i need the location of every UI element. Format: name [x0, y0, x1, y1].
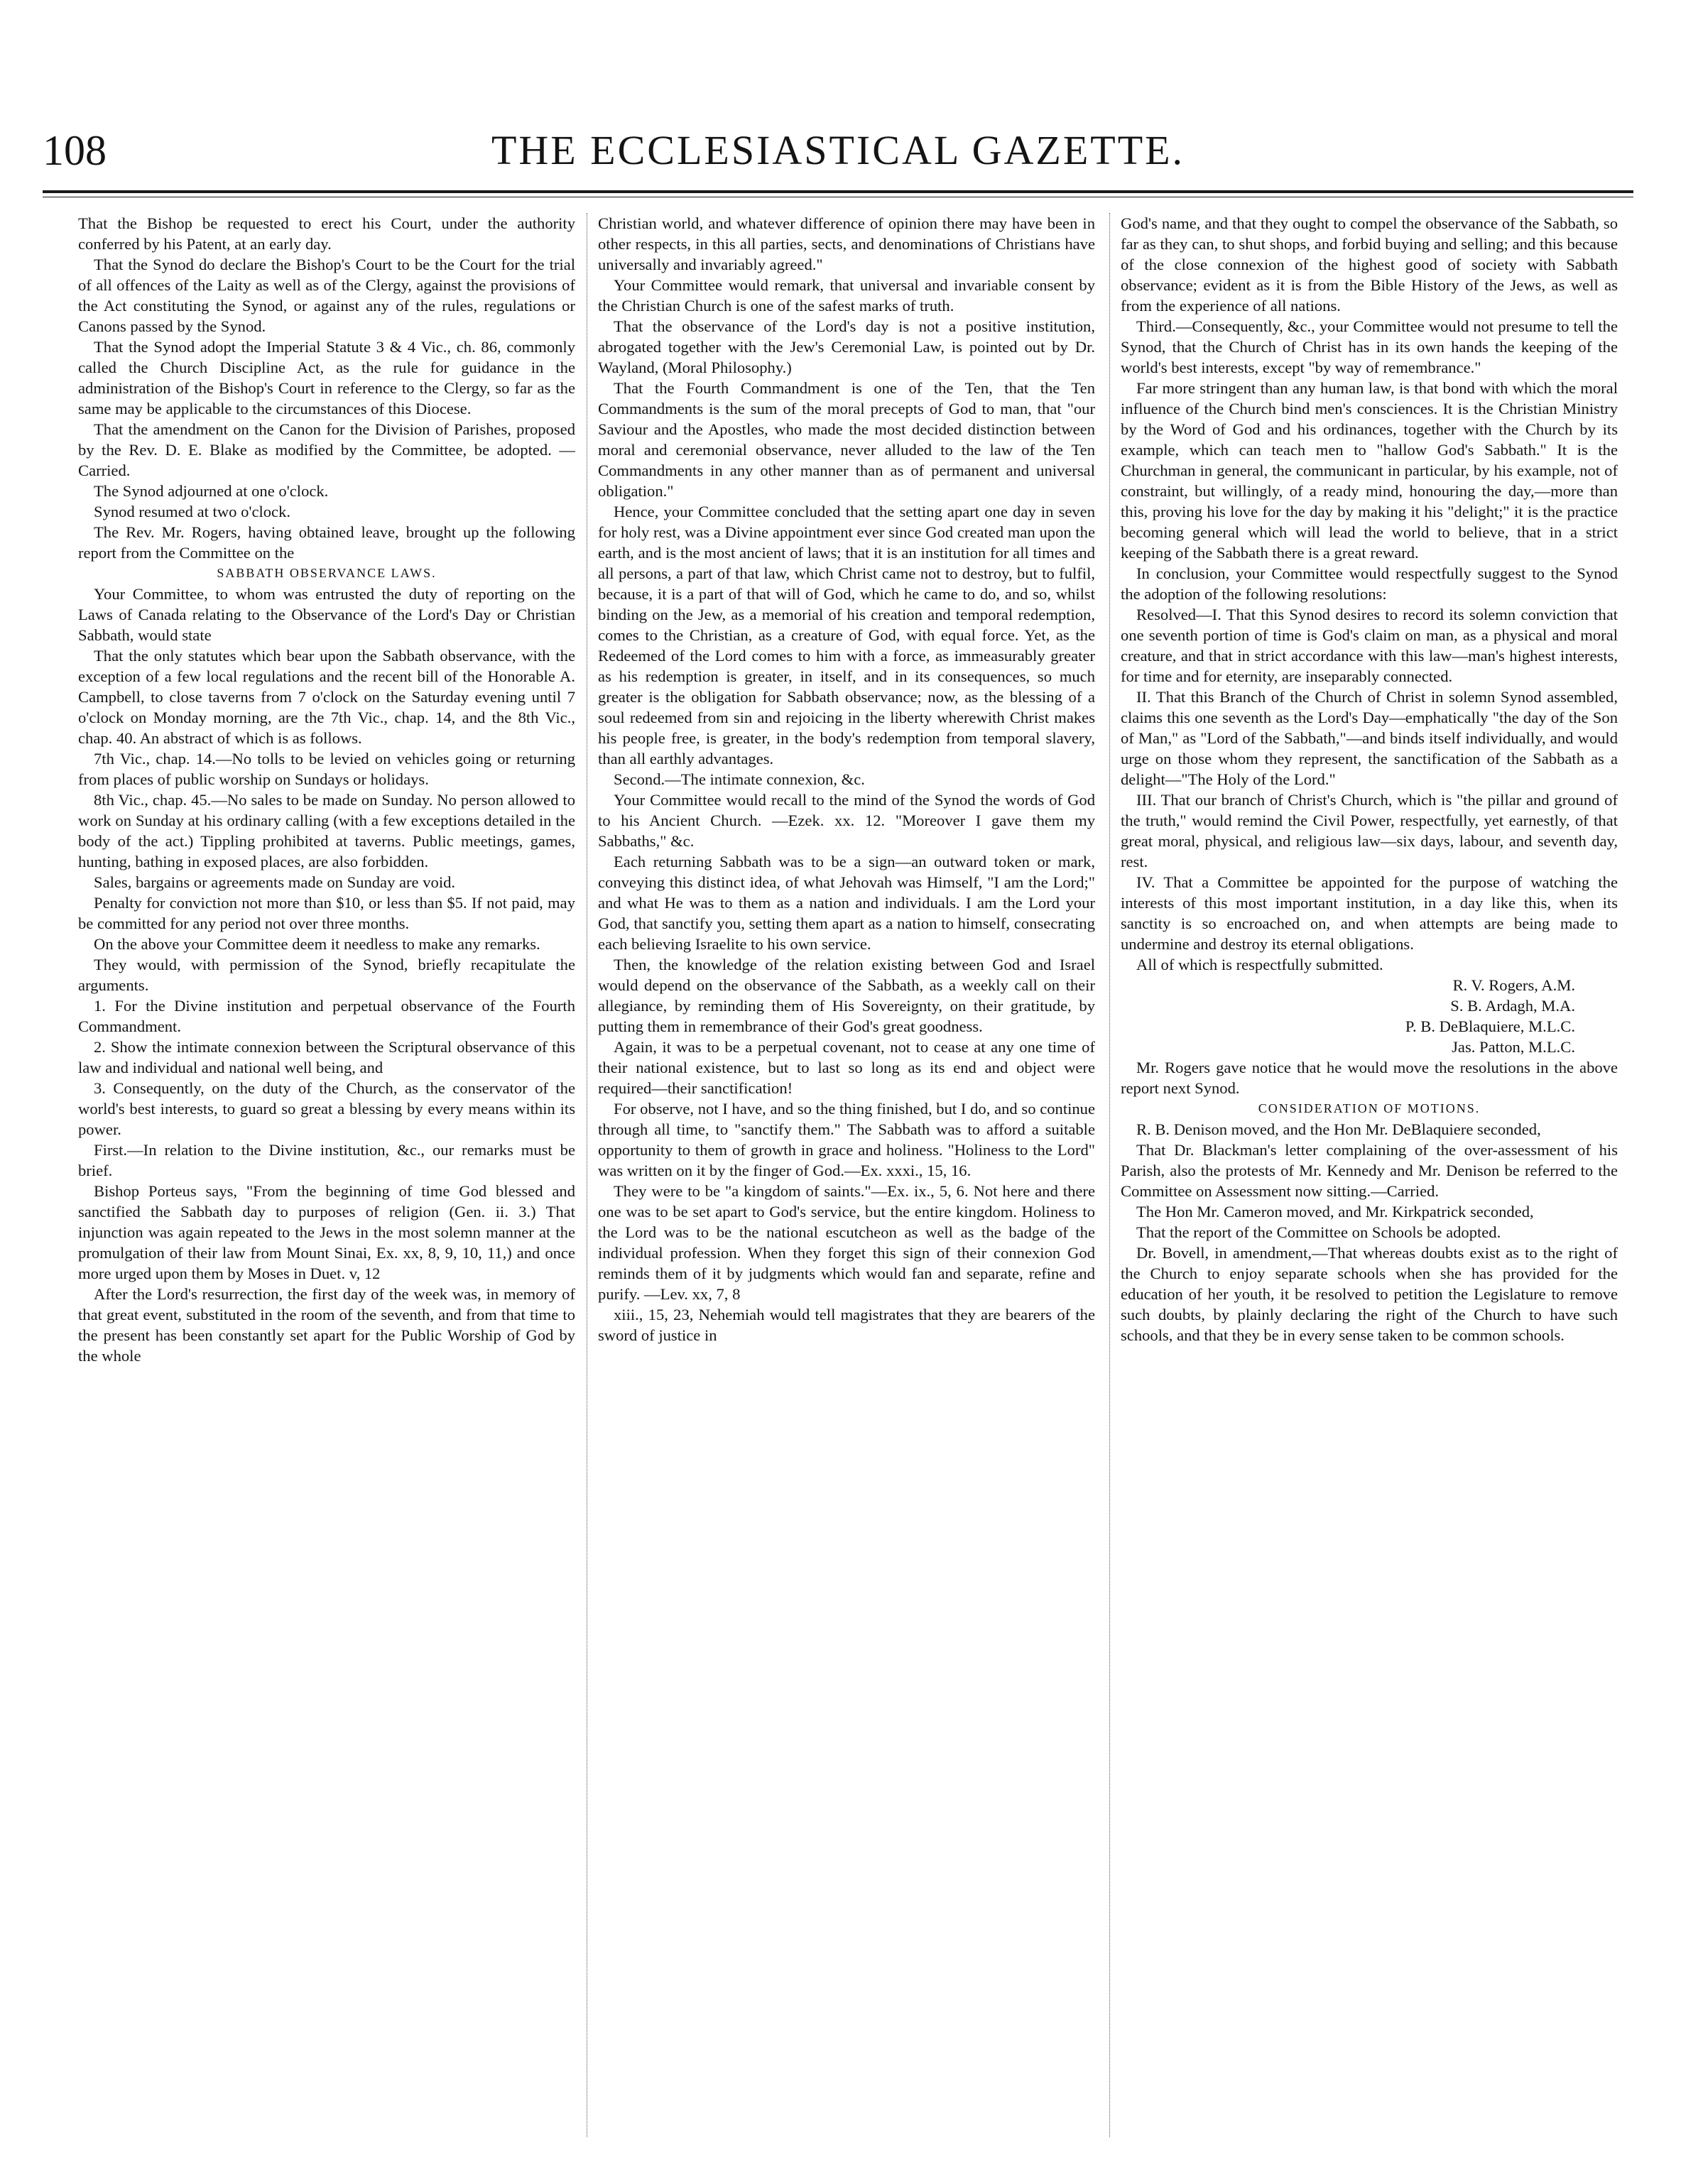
- page-number: 108: [43, 127, 107, 174]
- paragraph: 7th Vic., chap. 14.—No tolls to be levied on vehicles going or returning from places of public worship on Sundays or holidays.: [78, 750, 575, 788]
- paragraph: That the amendment on the Canon for the Division of Parishes, proposed by the Rev. D. E. Blake as modified by the Committee, be adopted. —Carried.: [78, 420, 575, 479]
- paragraph: Bishop Porteus says, "From the beginning of time God blessed and sanctified the Sabbath day to purposes of religion (Gen. ii. 3.) That injunction was again repeated to the Jews in the most solemn manner at the promulgation of their law from Mount Sinai, Ex. xx, 8, 9, 10, 11,) and once more urged upon them by Moses in Duet. v, 12: [78, 1182, 575, 1282]
- paragraph: That the report of the Committee on Schools be adopted.: [1136, 1223, 1501, 1241]
- paragraph: II. That this Branch of the Church of Christ in solemn Synod assembled, claims this one seventh as the Lord's Day—emphatically "the day of the Son of Man," as "Lord of the Sabbath,"—and binds itself individually, and would urge on those whom they represent, the sanctification of the Sabbath as a delight—"The Holy of the Lord.": [1121, 688, 1618, 788]
- paragraph: Mr. Rogers gave notice that he would move the resolutions in the above report next Synod.: [1121, 1059, 1618, 1097]
- paragraph: Each returning Sabbath was to be a sign—an outward token or mark, conveying this distinct idea, of what Jehovah was Himself, "I am the Lord;" and what He was to them as a nation and individuals. I am the Lord your God, that sanctify you, setting them apart as a nation to himself, consecrating each believing Israelite to his own service.: [598, 853, 1095, 953]
- paragraph: In conclusion, your Committee would respectfully suggest to the Synod the adoption of the following resolutions:: [1121, 564, 1618, 603]
- paragraph: That the Fourth Commandment is one of the Ten, that the Ten Commandments is the sum of the moral precepts of God to man, that "our Saviour and the Apostles, who made the most decided distinction between moral and ceremonial observance, never alluded to the law of the Ten Commandments in any other manner than as of permanent and universal obligation.": [598, 379, 1095, 500]
- section-heading: CONSIDERATION OF MOTIONS.: [1258, 1101, 1481, 1115]
- column-1: [78, 213, 575, 2137]
- paragraph: Penalty for conviction not more than $10, or less than $5. If not paid, may be committed for any period not over three months.: [78, 894, 575, 932]
- paragraph: IV. That a Committee be appointed for the purpose of watching the interests of this most important institution, in a day like this, when its sanctity is so encroached on, and when attempts are being made to undermine and destroy its eternal obligations.: [1121, 873, 1618, 953]
- signature-line: R. V. Rogers, A.M.: [1452, 976, 1575, 994]
- column-separator: [1109, 213, 1110, 2137]
- paragraph: That the Synod adopt the Imperial Statute 3 & 4 Vic., ch. 86, commonly called the Church Discipline Act, as the rule for guidance in the administration of the Bishop's Court in reference to the Clergy, so far as the same may be applicable to the circumstances of this Diocese.: [78, 338, 575, 417]
- signature-line: S. B. Ardagh, M.A.: [1450, 997, 1575, 1015]
- paragraph: For observe, not I have, and so the thing finished, but I do, and so continue through all time, to "sanctify them." The Sabbath was to afford a suitable opportunity to them of growth in grace and holiness. "Holiness to the Lord" was written on it by the finger of God.—Ex. xxxi., 15, 16.: [598, 1100, 1095, 1179]
- paragraph: Again, it was to be a perpetual covenant, not to cease at any one time of their national existence, but to last so long as its end and object were required—their sanctification!: [598, 1038, 1095, 1097]
- paragraph: Dr. Bovell, in amendment,—That whereas doubts exist as to the right of the Church to enjoy separate schools when she has provided for the education of her youth, it be resolved to petition the Legislature to remove such doubts, by plainly declaring the right of the Church to have such schools, and that they be in every sense taken to be common schools.: [1121, 1244, 1618, 1344]
- paragraph: Synod resumed at two o'clock.: [94, 503, 291, 520]
- column-2: [598, 213, 1095, 2137]
- paragraph: The Synod adjourned at one o'clock.: [94, 482, 329, 500]
- paragraph: The Hon Mr. Cameron moved, and Mr. Kirkpatrick seconded,: [1136, 1203, 1534, 1221]
- paragraph: R. B. Denison moved, and the Hon Mr. DeBlaquiere seconded,: [1136, 1120, 1541, 1138]
- paragraph: They would, with permission of the Synod, briefly recapitulate the arguments.: [78, 956, 575, 994]
- paragraph: After the Lord's resurrection, the first day of the week was, in memory of that great event, substituted in the room of the seventh, and from that time to the present has been constantly set apart for the Public Worship of God by the whole: [78, 1285, 575, 1365]
- paragraph: That Dr. Blackman's letter complaining of the over-assessment of his Parish, also the protests of Mr. Kennedy and Mr. Denison be referred to the Committee on Assessment now sitting.—Carried.: [1121, 1141, 1618, 1200]
- paragraph: That the only statutes which bear upon the Sabbath observance, with the exception of a few local regulations and the recent bill of the Honorable A. Campbell, to close taverns from 7 o'clock on the Saturday evening until 7 o'clock on Monday morning, are the 7th Vic., chap. 14, and the 8th Vic., chap. 40. An abstract of which is as follows.: [78, 647, 575, 747]
- paragraph: xiii., 15, 23, Nehemiah would tell magistrates that they are bearers of the sword of justice in: [598, 1306, 1095, 1344]
- paragraph: God's name, and that they ought to compel the observance of the Sabbath, so far as they can, to shut shops, and forbid buying and selling; and this because of the close connexion of the highest good of society with Sabbath observance; evident as it is from the Bible History of the Jews, as well as from the experience of all nations.: [1121, 214, 1618, 315]
- paragraph: 2. Show the intimate connexion between the Scriptural observance of this law and individual and national well being, and: [78, 1038, 575, 1076]
- header-rule: [43, 190, 1633, 193]
- paragraph: On the above your Committee deem it needless to make any remarks.: [94, 935, 540, 953]
- paragraph: III. That our branch of Christ's Church, which is "the pillar and ground of the truth," would remind the Civil Power, respectfully, yet earnestly, of that great moral, physical, and religious law—six days, labour, and seventh day, rest.: [1121, 791, 1618, 870]
- section-heading: SABBATH OBSERVANCE LAWS.: [217, 566, 437, 580]
- signature-line: P. B. DeBlaquiere, M.L.C.: [1405, 1017, 1575, 1035]
- paragraph: Your Committee would recall to the mind of the Synod the words of God to his Ancient Church. —Ezek. xx. 12. "Moreover I gave them my Sabbaths," &c.: [598, 791, 1095, 850]
- column-3: [1121, 213, 1618, 2137]
- signature-line: Jas. Patton, M.L.C.: [1452, 1038, 1575, 1056]
- paragraph: The Rev. Mr. Rogers, having obtained leave, brought up the following report from the Committee on the: [78, 523, 575, 562]
- paragraph: They were to be "a kingdom of saints."—Ex. ix., 5, 6. Not here and there one was to be set apart to God's service, but the entire kingdom. Holiness to the Lord was to be the national escutcheon as well as the badge of the individual profession. When they forget this sign of their connexion God reminds them of it by judgments which would fan and separate, refine and purify. —Lev. xx, 7, 8: [598, 1182, 1095, 1303]
- paragraph: That the observance of the Lord's day is not a positive institution, abrogated together with the Jew's Ceremonial Law, is pointed out by Dr. Wayland, (Moral Philosophy.): [598, 317, 1095, 376]
- paragraph: Your Committee would remark, that universal and invariable consent by the Christian Church is one of the safest marks of truth.: [598, 276, 1095, 315]
- paragraph: Then, the knowledge of the relation existing between God and Israel would depend on the observance of the Sabbath, as a weekly call on their allegiance, by reminding them of His Sovereignty, on their gratitude, by putting them in remembrance of their God's great goodness.: [598, 956, 1095, 1035]
- paragraph: Hence, your Committee concluded that the setting apart one day in seven for holy rest, was a Divine appointment ever since God created man upon the earth, and is the most ancient of laws; that it is an institution for all times and all persons, a part of that law, which Christ came not to destroy, but to fulfil, because, it is a part of that will of God, which he came to do, and so, whilst binding on the Jew, as a memorial of his creation and temporal redemption, comes to the Christian, as a creature of God, with equal force. Yet, as the Redeemed of the Lord comes to him with a force, as immeasurably greater as his redemption is greater, in itself, and in its consequences, so much greater is the obligation for Sabbath observance; now, as the blessing of a soul redeemed from sin and rejoicing in the liberty wherewith Christ makes his people free, is greater, in the body's redemption from temporal slavery, than all earthly advantages.: [598, 503, 1095, 768]
- paragraph: Far more stringent than any human law, is that bond with which the moral influence of the Church bind men's consciences. It is the Christian Ministry by the Word of God and his ordinances, together with the Church by its example, which can teach men to "hallow God's Sabbath." It is the Churchman in general, the communicant in particular, by his example, not of constraint, but willingly, of a ready mind, honouring the day,—more than this, proving his love for the day by making it his "delight;" it is the practice becoming general which will lead the world to believe, that in a strict keeping of the Sabbath there is a great reward.: [1121, 379, 1618, 562]
- paragraph: Third.—Consequently, &c., your Committee would not presume to tell the Synod, that the Church of Christ has in its own hands the keeping of the world's best interests, except "by way of remembrance.": [1121, 317, 1618, 376]
- paragraph: First.—In relation to the Divine institution, &c., our remarks must be brief.: [78, 1141, 575, 1179]
- paragraph: That the Synod do declare the Bishop's Court to be the Court for the trial of all offences of the Laity as well as of the Clergy, against the provisions of the Act constituting the Synod, or against any of the rules, regulations or Canons passed by the Synod.: [78, 256, 575, 335]
- paragraph: That the Bishop be requested to erect his Court, under the authority conferred by his Patent, at an early day.: [78, 214, 575, 253]
- paragraph: All of which is respectfully submitted.: [1136, 956, 1383, 973]
- paragraph: Sales, bargains or agreements made on Sunday are void.: [94, 873, 456, 891]
- paragraph: Resolved—I. That this Synod desires to record its solemn conviction that one seventh portion of time is God's claim on man, as a physical and moral creature, and that in strict accordance with this law—man's highest interests, for time and for eternity, are inseparably connected.: [1121, 606, 1618, 685]
- paragraph: 3. Consequently, on the duty of the Church, as the conservator of the world's best interests, to guard so great a blessing by every means within its power.: [78, 1079, 575, 1138]
- paragraph: Second.—The intimate connexion, &c.: [614, 770, 865, 788]
- publication-title: THE ECCLESIASTICAL GAZETTE.: [491, 127, 1185, 173]
- paragraph: 1. For the Divine institution and perpetual observance of the Fourth Commandment.: [78, 997, 575, 1035]
- paragraph: Christian world, and whatever difference of opinion there may have been in other respects, in this all parties, sects, and denominations of Christians have universally and invariably agreed.": [598, 214, 1095, 273]
- paragraph: 8th Vic., chap. 45.—No sales to be made on Sunday. No person allowed to work on Sunday at his ordinary calling (with a few exceptions detailed in the body of the act.) Tippling prohibited at taverns. Public meetings, games, hunting, bathing in exposed places, are also forbidden.: [78, 791, 575, 870]
- page-header: [43, 122, 1633, 186]
- paragraph: Your Committee, to whom was entrusted the duty of reporting on the Laws of Canada relating to the Observance of the Lord's Day or Christian Sabbath, would state: [78, 585, 575, 644]
